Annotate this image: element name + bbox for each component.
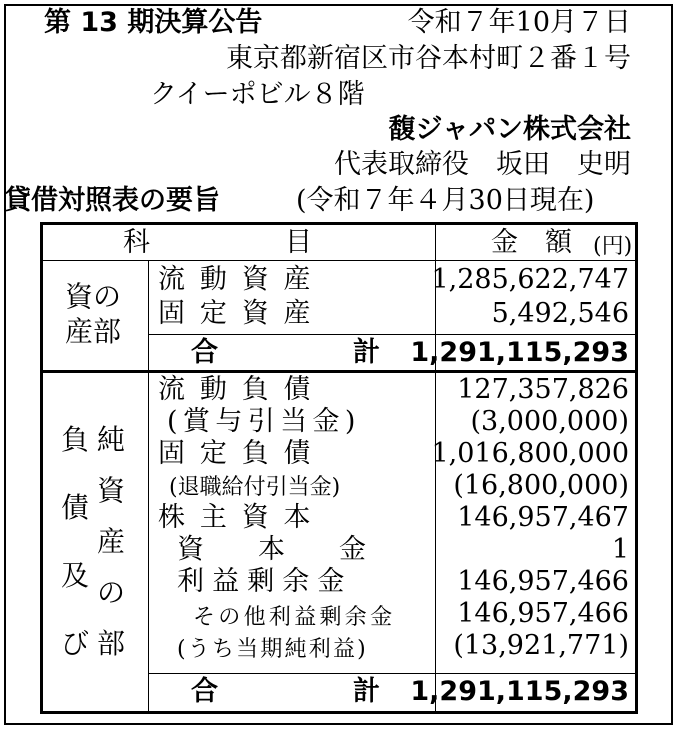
column-header-subject: 科 目 <box>123 227 312 258</box>
shareholders-equity-label: 株主資本 <box>158 502 326 533</box>
label-column-divider <box>148 260 149 712</box>
current-assets-label: 流動資産 <box>158 264 326 295</box>
assets-label-line1: 資の <box>65 280 122 313</box>
liab-label-char-7: 産 <box>97 525 126 558</box>
notice-title: 第 13 期決算公告 <box>44 7 263 38</box>
liab-label-char-6: 資 <box>97 474 126 507</box>
retained-earnings-label: 利益剰余金 <box>177 566 353 597</box>
current-assets-value: 1,285,622,747 <box>431 264 629 295</box>
fixed-liabilities-value: 1,016,800,000 <box>431 438 629 469</box>
liab-total-label: 合 計 <box>191 676 380 707</box>
statement-title: 貸借対照表の要旨 <box>4 185 220 216</box>
assets-total-label: 合 計 <box>191 337 380 368</box>
assets-label-line2: 産部 <box>65 315 122 348</box>
retirement-provision-label: (退職給付引当金) <box>169 475 341 500</box>
liab-total-divider <box>148 673 635 674</box>
company-address-line1: 東京都新宿区市谷本村町２番１号 <box>226 43 631 74</box>
net-income-value: (13,921,771) <box>453 630 629 661</box>
other-retained-earnings-value: 146,957,466 <box>457 598 629 629</box>
bonus-provision-label: (賞与引当金) <box>167 406 361 437</box>
balance-sheet-table <box>40 222 638 714</box>
assets-section-divider <box>43 370 635 373</box>
liab-label-char-3: 及 <box>61 559 90 592</box>
liab-label-char-2: 債 <box>61 491 90 524</box>
header-divider <box>43 260 635 261</box>
shareholders-equity-value: 146,957,467 <box>457 502 629 533</box>
liab-label-char-5: 純 <box>97 423 126 456</box>
assets-total-divider <box>148 334 635 335</box>
liab-label-char-8: の <box>97 576 126 609</box>
fixed-assets-value: 5,492,546 <box>491 298 629 329</box>
representative-name: 代表取締役 坂田 史明 <box>334 149 631 180</box>
current-liabilities-value: 127,357,826 <box>457 374 629 405</box>
statement-date: (令和７年４月30日現在) <box>296 185 595 216</box>
assets-total-value: 1,291,115,293 <box>410 337 629 368</box>
retirement-provision-value: (16,800,000) <box>453 470 629 501</box>
retained-earnings-value: 146,957,466 <box>457 566 629 597</box>
company-address-line2: クイーポビル８階 <box>150 79 365 110</box>
column-header-amount: 金 額 <box>491 227 572 258</box>
liab-label-char-9: 部 <box>97 627 126 660</box>
liab-label-char-4: び <box>61 627 90 660</box>
capital-stock-label: 資 本 金 <box>177 534 366 565</box>
column-header-unit: (円) <box>593 234 633 259</box>
bonus-provision-value: (3,000,000) <box>470 406 629 437</box>
liab-total-value: 1,291,115,293 <box>410 676 629 707</box>
capital-stock-value: 1 <box>611 534 629 565</box>
liab-label-char-1: 負 <box>61 423 90 456</box>
current-liabilities-label: 流動負債 <box>158 374 326 405</box>
other-retained-earnings-label: その他利益剰余金 <box>193 605 396 630</box>
fixed-assets-label: 固定資産 <box>158 298 326 329</box>
company-name: 馥ジャパン株式会社 <box>388 114 631 145</box>
notice-date: 令和７年10月７日 <box>407 7 631 38</box>
net-income-label: (うち当期純利益) <box>177 637 368 662</box>
fixed-liabilities-label: 固定負債 <box>158 438 326 469</box>
